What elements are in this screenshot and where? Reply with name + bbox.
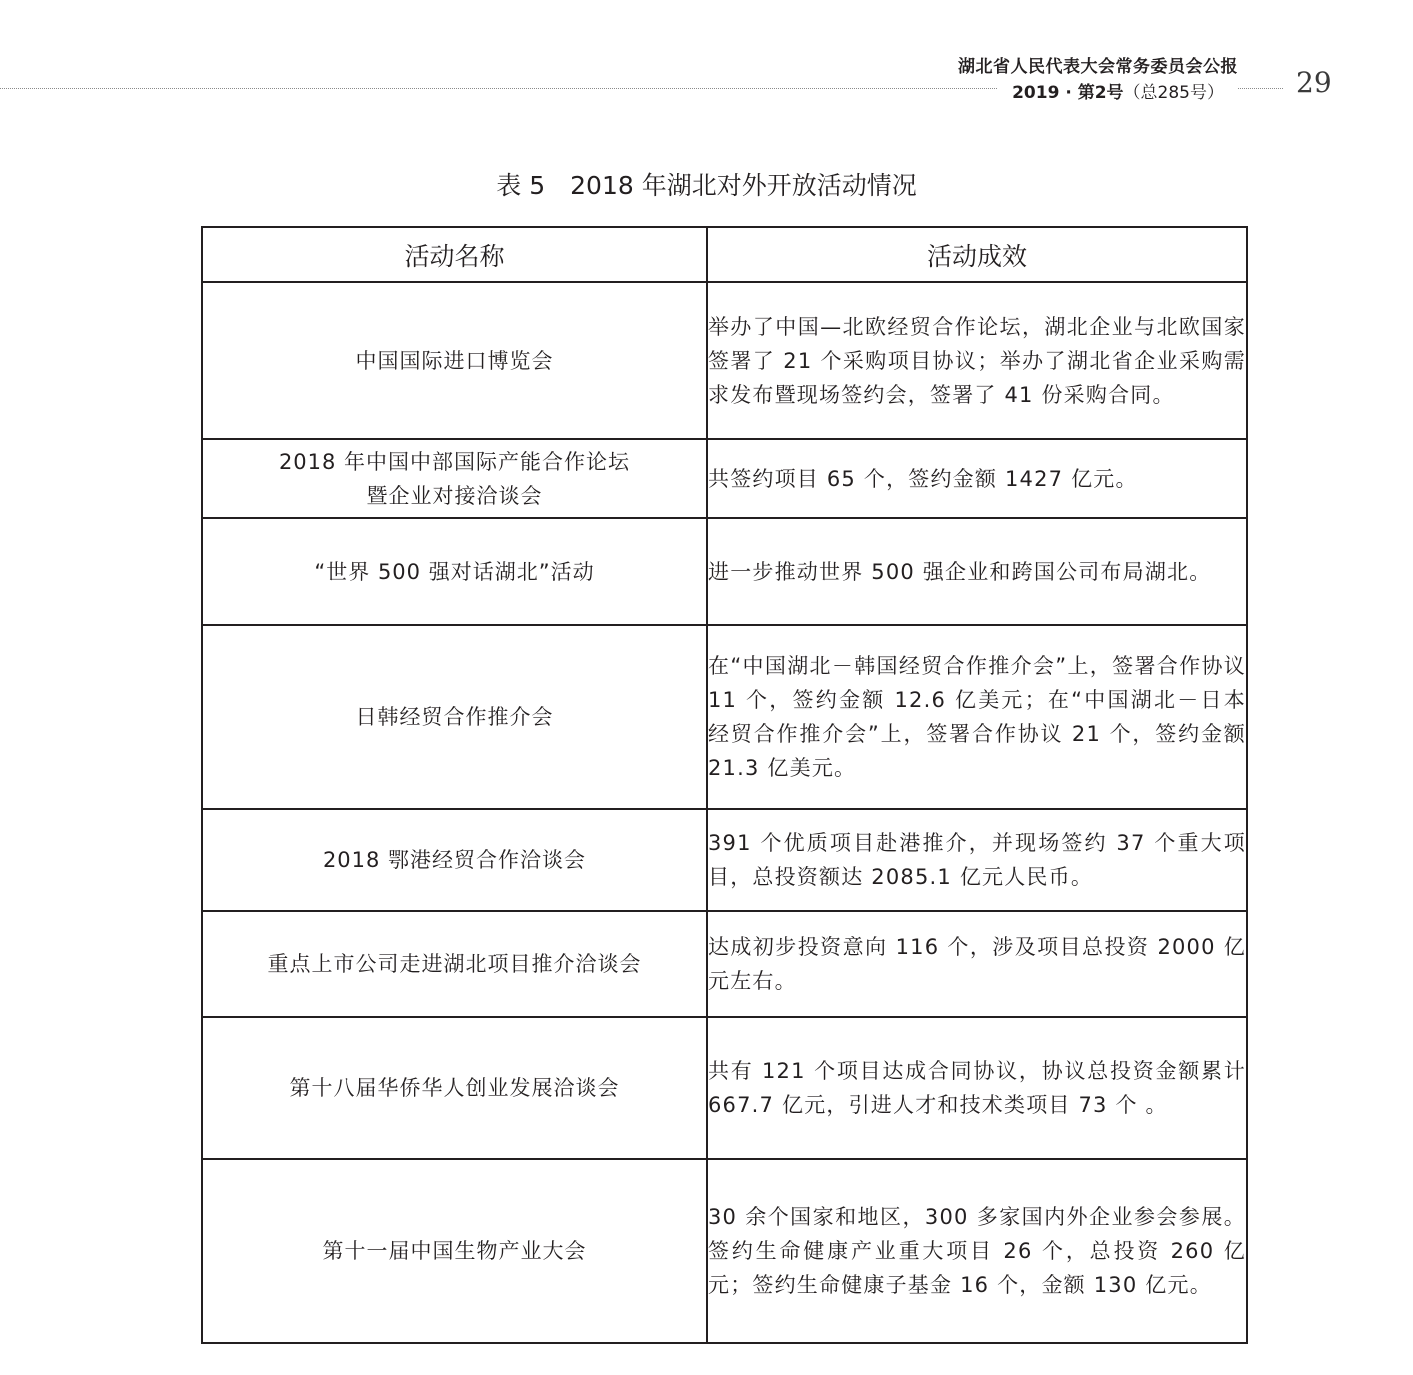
activity-name: 中国国际进口博览会 <box>355 348 554 373</box>
activity-name: 第十一届中国生物产业大会 <box>322 1238 587 1263</box>
table-row <box>202 809 1247 910</box>
table-row <box>202 1159 1247 1343</box>
activity-name: 第十八届华侨华人创业发展洽谈会 <box>289 1075 620 1100</box>
table-header-row <box>202 227 1247 282</box>
issue-number: 2019 · 第2号 <box>1012 83 1124 103</box>
activity-name-cell <box>202 282 707 439</box>
activity-result-cell: 进一步推动世界 500 强企业和跨国公司布局湖北。 <box>707 518 1247 625</box>
table-row <box>202 625 1247 809</box>
activity-name-cell <box>202 439 707 518</box>
column-header-result: 活动成效 <box>707 227 1247 282</box>
activity-result-cell: 共有 121 个项目达成合同协议，协议总投资金额累计 667.7 亿元，引进人才和技术类项目 73 个 。 <box>707 1017 1247 1159</box>
activity-name-cell <box>202 518 707 625</box>
activity-name-cell <box>202 625 707 809</box>
issue-label <box>998 78 1238 103</box>
table-title: 表 5 2018 年湖北对外开放活动情况 <box>496 171 917 200</box>
activity-table <box>201 226 1248 1344</box>
table-row <box>202 439 1247 518</box>
activity-name-cell <box>202 809 707 910</box>
activity-name-line-1: 2018 年中国中部国际产能合作论坛 <box>278 449 631 474</box>
table-row <box>202 282 1247 439</box>
activity-name: “世界 500 强对话湖北”活动 <box>314 559 595 584</box>
activity-result-cell: 30 余个国家和地区，300 多家国内外企业参会参展。签约生命健康产业重大项目 26 个，总投资 260 亿元；签约生命健康子基金 16 个，金额 130 亿元。 <box>707 1159 1247 1343</box>
activity-result-cell: 391 个优质项目赴港推介，并现场签约 37 个重大项目，总投资额达 2085.1 亿元人民币。 <box>707 809 1247 910</box>
table-row <box>202 518 1247 625</box>
activity-result-cell: 达成初步投资意向 116 个，涉及项目总投资 2000 亿元左右。 <box>707 911 1247 1017</box>
activity-name: 2018 鄂港经贸合作洽谈会 <box>322 848 587 873</box>
activity-result-cell: 共签约项目 65 个，签约金额 1427 亿元。 <box>707 439 1247 518</box>
activity-name: 日韩经贸合作推介会 <box>355 705 554 730</box>
activity-result-cell: 在“中国湖北－韩国经贸合作推介会”上，签署合作协议 11 个，签约金额 12.6 亿美元；在“中国湖北－日本经贸合作推介会”上，签署合作协议 21 个，签约金额 21.3 亿美元。 <box>707 625 1247 809</box>
table-row <box>202 911 1247 1017</box>
issue-total: （总285号） <box>1123 83 1224 103</box>
table-row <box>202 1017 1247 1159</box>
activity-name: 重点上市公司走进湖北项目推介洽谈会 <box>267 951 642 976</box>
page-number: 29 <box>1296 66 1332 99</box>
activity-result-cell: 举办了中国—北欧经贸合作论坛，湖北企业与北欧国家签署了 21 个采购项目协议；举办了湖北省企业采购需求发布暨现场签约会，签署了 41 份采购合同。 <box>707 282 1247 439</box>
journal-title: 湖北省人民代表大会常务委员会公报 <box>958 57 1238 77</box>
activity-name-cell <box>202 911 707 1017</box>
column-header-name: 活动名称 <box>202 227 707 282</box>
activity-name-cell <box>202 1159 707 1343</box>
activity-name-cell <box>202 1017 707 1159</box>
activity-name-line-2: 暨企业对接洽谈会 <box>366 483 543 508</box>
